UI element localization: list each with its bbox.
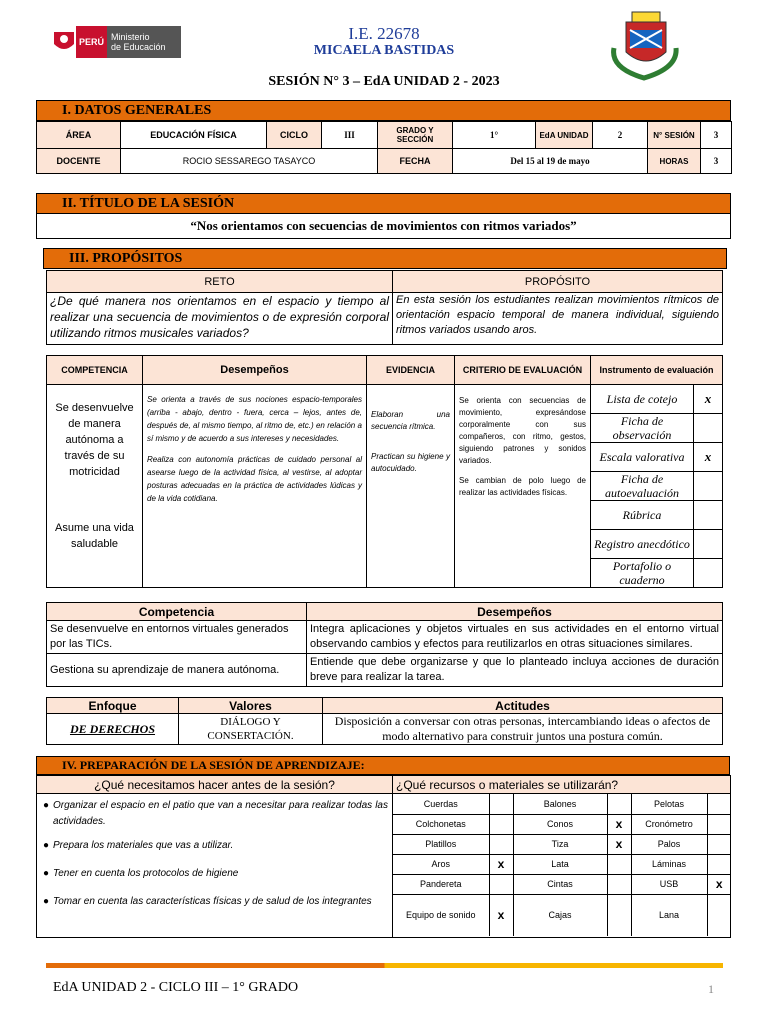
school-crest-icon [604,8,688,82]
col-desempenos: Desempeños [143,356,367,385]
ministry-logo [46,26,181,58]
instrumento-name: Lista de cotejo [591,385,694,414]
preparacion-table [36,775,731,938]
instrumento-mark [694,501,723,530]
material-mark: x [607,814,631,834]
trans-competencia: Se desenvuelve en entornos virtuales generados por las TICs. [47,621,307,654]
instrumento-name: Rúbrica [591,501,694,530]
material-mark [707,854,731,874]
instrumento-name: Registro anecdótico [591,530,694,559]
datos-table [36,121,732,174]
material-name: Pandereta [393,874,489,894]
criterio-cell [455,385,591,588]
docente-value: ROCIO SESSAREGO TASAYCO [121,149,378,174]
material-name: Cronómetro [631,814,707,834]
ministry-line2: de Educación [111,42,166,52]
material-name: Colchonetas [393,814,489,834]
instrumento-name: Portafolio o cuaderno [591,559,694,588]
col-valores: Valores [179,698,323,714]
sesion-value: 3 [701,122,732,149]
enfoque-table [46,697,723,745]
reto-proposito-table [46,270,723,345]
material-name: Tiza [513,834,607,854]
evidencia-2: Practican su higiene y autocuidado. [371,452,450,473]
grado-value: 1° [453,122,536,149]
material-mark: x [607,834,631,854]
area-value: EDUCACIÓN FÍSICA [121,122,267,149]
titulo-text: “Nos orientamos con secuencias de movimientos con ritmos variados” [36,214,731,239]
desempenos-cell [143,385,367,588]
trans-col-desempenos: Desempeños [307,603,723,621]
material-mark [607,794,631,814]
instrumento-mark [694,530,723,559]
criterio-2: Se cambian de polo luego de realizar las actividades físicas. [459,476,586,497]
fecha-value: Del 15 al 19 de mayo [453,149,648,174]
material-name: USB [631,874,707,894]
sesion-label: N° SESIÓN [648,122,701,149]
enfoque-value: DE DERECHOS [47,714,179,745]
material-name: Aros [393,854,489,874]
material-name: Lana [631,894,707,936]
instrumento-name: Ficha de autoevaluación [591,472,694,501]
competencias-cell [47,385,143,588]
fecha-label: FECHA [378,149,453,174]
ministry-line1: Ministerio [111,32,150,42]
competencia-2: Asume una vida saludable [55,522,134,550]
material-name: Cintas [513,874,607,894]
material-mark [489,874,513,894]
docente-label: DOCENTE [37,149,121,174]
titulo-heading: II. TÍTULO DE LA SESIÓN [36,193,731,214]
materials-cell [393,794,731,938]
material-mark [607,894,631,936]
material-mark: x [489,854,513,874]
material-name: Platillos [393,834,489,854]
material-name: Conos [513,814,607,834]
area-label: ÁREA [37,122,121,149]
instrumento-mark: x [694,443,723,472]
q-recursos: ¿Qué recursos o materiales se utilizarán? [393,776,731,794]
material-mark [607,854,631,874]
peru-label: PERÚ [76,26,107,58]
trans-desempeno: Entiende que debe organizarse y que lo planteado incluya acciones de duración breve para realizar la tarea. [307,654,723,687]
col-criterio: CRITERIO DE EVALUACIÓN [455,356,591,385]
task-item: ● Tomar en cuenta las características físicas y de salud de los integrantes [43,894,388,910]
bullet-icon: ● [43,840,50,851]
competencia-1: Se desenvuelve de manera autónoma a través de su motricidad [55,402,134,478]
bullet-icon: ● [43,800,50,811]
task-item: ● Organizar el espacio en el patio que van a necesitar para realizar todas las actividades. [43,798,388,830]
material-name: Palos [631,834,707,854]
evidencia-cell [367,385,455,588]
footer-rule [46,963,723,968]
col-actitudes: Actitudes [323,698,723,714]
material-name: Balones [513,794,607,814]
instrumento-mark [694,472,723,501]
material-name: Equipo de sonido [393,894,489,936]
material-mark: x [489,894,513,936]
transversales-table [46,602,723,687]
desempeno-1: Se orienta a través de sus nociones espacio-temporales (arriba - abajo, dentro - fuera, cerca – lejos, antes de, después de, al mismo tiempo, al ritmo de, etc.) en relación a sí mismo y de acuerdo a sus intereses y necesidades. [147,395,362,443]
instrumento-name: Escala valorativa [591,443,694,472]
material-mark [707,794,731,814]
q-antes: ¿Qué necesitamos hacer antes de la sesión? [37,776,393,794]
reto-label: RETO [47,271,393,293]
material-mark [707,834,731,854]
competencias-table [46,355,723,588]
material-mark: x [707,874,731,894]
material-mark [707,814,731,834]
desempeno-2: Realiza con autonomía prácticas de cuidado personal al asearse luego de la actividad física, al vestirse, al adoptar posturas adecuadas en la práctica de actividades lúdicas y de la vida cotidiana. [147,455,362,503]
school-number: I.E. 22678 [348,24,420,43]
instrumento-mark: x [694,385,723,414]
instrumento-mark [694,559,723,588]
criterio-1: Se orienta con secuencias de movimiento, expresándose corporalmente con sus compañeros, con ritmo, gestos, siguiendo patrones y sonidos variados. [459,396,586,465]
proposito-text: En esta sesión los estudiantes realizan movimientos rítmicos de orientación espacio temporal de manera individual, siguiendo ritmos variados usando aros. [393,293,723,345]
ciclo-label: CICLO [267,122,322,149]
material-mark [607,874,631,894]
material-name: Pelotas [631,794,707,814]
trans-competencia: Gestiona su aprendizaje de manera autónoma. [47,654,307,687]
material-mark [489,794,513,814]
ciclo-value: III [322,122,378,149]
material-mark [489,834,513,854]
proposito-label: PROPÓSITO [393,271,723,293]
material-name: Cajas [513,894,607,936]
grado-label: GRADO Y SECCIÓN [378,122,453,149]
session-title: SESIÓN N° 3 – EdA UNIDAD 2 - 2023 [268,74,500,89]
material-name: Láminas [631,854,707,874]
material-mark [489,814,513,834]
col-competencia: COMPETENCIA [47,356,143,385]
school-name: MICAELA BASTIDAS [313,43,455,58]
instrumento-mark [694,414,723,443]
materials-table [393,794,731,936]
bullet-icon: ● [43,896,50,907]
col-evidencia: EVIDENCIA [367,356,455,385]
valores-value: DIÁLOGO Y CONSERTACIÓN. [179,714,323,745]
trans-desempeno: Integra aplicaciones y objetos virtuales en sus actividades en el entorno virtual observando cambios y efectos para reutilizarlos en otras situaciones similares. [307,621,723,654]
horas-value: 3 [701,149,732,174]
propositos-heading: III. PROPÓSITOS [43,248,727,269]
trans-col-competencia: Competencia [47,603,307,621]
page-number: 1 [708,982,714,996]
material-mark [707,894,731,936]
evidencia-1: Elaboran una secuencia rítmica. [371,410,450,431]
material-name: Lata [513,854,607,874]
reto-text: ¿De qué manera nos orientamos en el espacio y tiempo al realizar una secuencia de movimientos o de expresión corporal utilizando ritmos musicales variados? [47,293,393,345]
eda-value: 2 [593,122,648,149]
task-item: ● Prepara los materiales que vas a utilizar. [43,838,388,854]
eda-label: EdA UNIDAD [536,122,593,149]
material-name: Cuerdas [393,794,489,814]
footer-text: EdA UNIDAD 2 - CICLO III – 1° GRADO [53,980,299,995]
horas-label: HORAS [648,149,701,174]
datos-heading: I. DATOS GENERALES [36,100,731,121]
actitudes-value: Disposición a conversar con otras personas, intercambiando ideas o afectos de modo alternativo para construir juntos una postura común. [323,714,723,745]
task-item: ● Tener en cuenta los protocolos de higiene [43,866,388,882]
tasks-cell [37,794,393,938]
school-title [250,24,518,59]
col-enfoque: Enfoque [47,698,179,714]
preparacion-heading: IV. PREPARACIÓN DE LA SESIÓN DE APRENDIZAJE: [36,756,730,775]
bullet-icon: ● [43,868,50,879]
col-instrumento: Instrumento de evaluación [591,356,723,385]
instrumento-name: Ficha de observación [591,414,694,443]
